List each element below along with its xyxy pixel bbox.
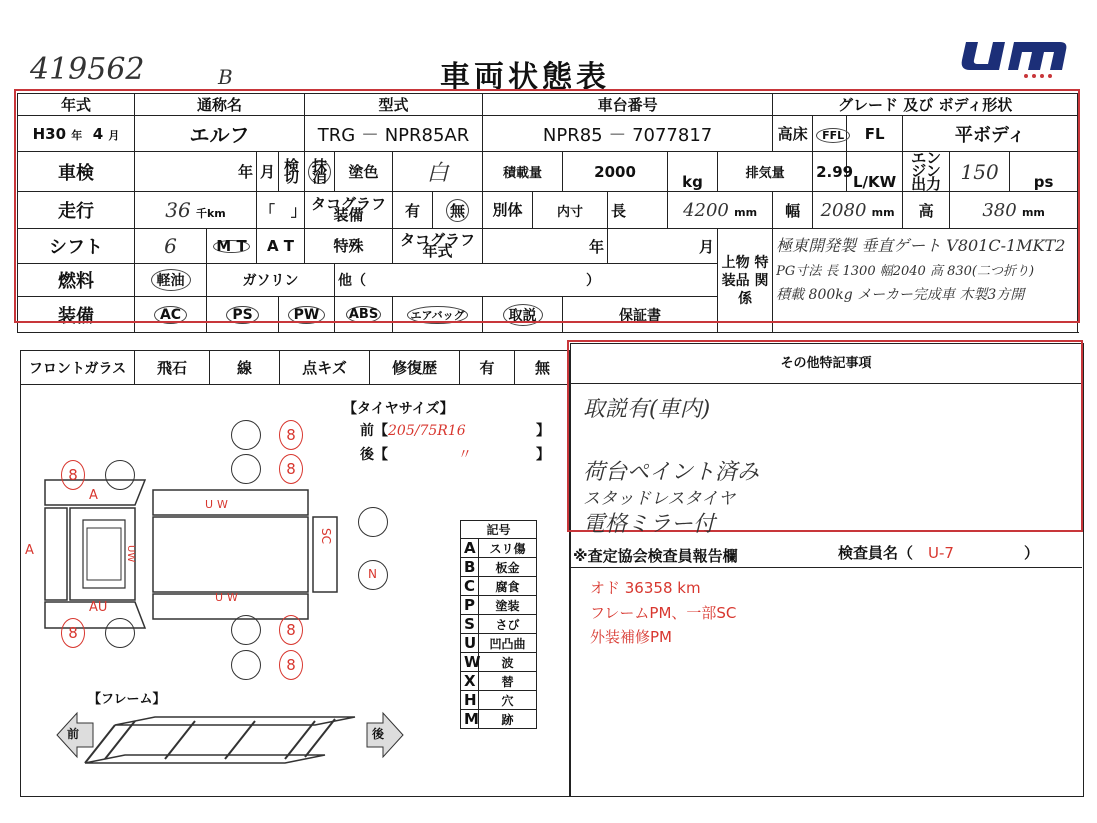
taka-label: 高 xyxy=(903,192,950,229)
shaken-month: 月 xyxy=(257,152,279,192)
nenryo-gasoline: ガソリン xyxy=(207,264,335,297)
legend-code: M xyxy=(461,710,479,729)
note-line-1: 取説有(車内) xyxy=(583,397,711,422)
inspector-title: ※査定協会検査員報告欄 xyxy=(573,547,738,565)
shift-value: 6 xyxy=(135,229,207,264)
info-redbox xyxy=(14,89,1080,323)
sekisai-label: 積載量 xyxy=(483,152,563,192)
tacho-nen: 年 xyxy=(483,229,608,264)
mark-uw-cab-center: UW xyxy=(125,545,136,563)
tire-title: 【タイヤサイズ】 xyxy=(343,401,454,417)
soubi-hoshousho: 保証書 xyxy=(563,297,718,333)
inspector-line-2: フレームPM、一部SC xyxy=(590,604,737,622)
handwritten-mark: B xyxy=(218,65,233,89)
legend-code: W xyxy=(461,653,479,672)
col-grade: グレード 及び ボディ形状 xyxy=(773,94,1078,116)
nenryo-hoka: 他（ ） xyxy=(335,264,718,297)
legend-title: 記号 xyxy=(461,521,537,539)
shufukureki-nashi: 無 xyxy=(515,351,571,385)
haikiryo-unit: L/KW xyxy=(847,152,903,192)
naga-value: 4200 mm xyxy=(668,192,773,229)
legend-desc: 替 xyxy=(479,672,537,691)
legend-code: A xyxy=(461,539,479,558)
legend-desc: 穴 xyxy=(479,691,537,710)
tire-grade-3: 8 xyxy=(61,460,85,490)
mark-a-cab-top: A xyxy=(89,488,98,503)
shaken-year: 年 xyxy=(135,152,257,192)
haba-value: 2080 mm xyxy=(813,192,903,229)
tacho-ari: 有 xyxy=(393,192,433,229)
tire-grade-1: 8 xyxy=(279,420,303,450)
shadai-value: NPR85 － 7077817 xyxy=(483,116,773,152)
naisun-label: 内寸 xyxy=(533,192,608,229)
inspector-name: 検査員名（ U-7 ） xyxy=(838,544,1039,562)
ffl-option: FFL xyxy=(813,116,847,152)
col-katashiki: 型式 xyxy=(305,94,483,116)
tire-grade-2: 8 xyxy=(279,454,303,484)
soko-value: 36 千km xyxy=(135,192,257,229)
nenryo-label: 燃料 xyxy=(18,264,135,297)
soubi-ps: PS xyxy=(207,297,279,333)
mark-sc-rear: SC xyxy=(319,528,333,544)
soubi-pw: PW xyxy=(279,297,335,333)
toshoku-value: 白 xyxy=(393,152,483,192)
legend-desc: スリ傷 xyxy=(479,539,537,558)
masshou: 抹消 xyxy=(305,152,335,192)
model-year: H30 年 4 月 xyxy=(18,116,135,152)
notes-title: その他特記事項 xyxy=(780,356,872,371)
soubi-abs: ABS xyxy=(335,297,393,333)
soubi-airbag: エアバッグ xyxy=(393,297,483,333)
jobutsu-line-1: 極東開発製 垂直ゲート V801C-1MKT2 xyxy=(776,236,1066,255)
naga-label: 長 xyxy=(608,192,668,229)
wheel-icon xyxy=(105,460,135,490)
tire-grade-6: 8 xyxy=(279,650,303,680)
soubi-label: 装備 xyxy=(18,297,135,333)
haba-label: 幅 xyxy=(773,192,813,229)
legend-desc: 波 xyxy=(479,653,537,672)
haikiryo-value: 2.99 xyxy=(813,152,847,192)
legend-desc: 塗装 xyxy=(479,596,537,615)
shufukureki-ari: 有 xyxy=(460,351,515,385)
shaken-label: 車検 xyxy=(18,152,135,192)
legend-desc: 腐食 xyxy=(479,577,537,596)
soubi-torisetsu: 取説 xyxy=(483,297,563,333)
tacho-betsutai: 別体 xyxy=(483,192,533,229)
front-glass-tobiishi: 飛石 xyxy=(135,351,210,385)
symbol-legend xyxy=(460,520,537,729)
sekisai-value: 2000 xyxy=(563,152,668,192)
legend-code: P xyxy=(461,596,479,615)
legend-desc: さび xyxy=(479,615,537,634)
legend-code: X xyxy=(461,672,479,691)
jobutsu-line-2: PG寸法 長 1300 幅2040 高 830(二つ折り) xyxy=(776,264,1035,279)
shift-at: A T xyxy=(257,229,305,264)
inspector-divider xyxy=(570,567,1082,568)
front-glass-sen: 線 xyxy=(210,351,280,385)
tacho-nashi: 無 xyxy=(433,192,483,229)
soko-bracket: 「 」 xyxy=(257,192,305,229)
legend-code: C xyxy=(461,577,479,596)
col-nenshiki: 年式 xyxy=(18,94,135,116)
nenryo-keiyu: 軽油 xyxy=(135,264,207,297)
engine-label: エンジン 出力 xyxy=(903,152,950,192)
wheel-icon xyxy=(105,618,135,648)
page-title: 車両状態表 xyxy=(440,60,610,95)
body-shape: 平ボディ xyxy=(903,116,1078,152)
tacho-nenshiki-label: タコグラフ 年式 xyxy=(393,229,483,264)
truck-diagram xyxy=(25,410,405,690)
wheel-icon xyxy=(231,454,261,484)
mark-a-cab-front: A xyxy=(25,543,34,558)
toshoku-label: 塗色 xyxy=(335,152,393,192)
haikiryo-label: 排気量 xyxy=(718,152,813,192)
engine-value: 150 xyxy=(950,152,1010,192)
frame-title: 【フレーム】 xyxy=(88,692,166,707)
tire-rear: 後【 〃 】 xyxy=(360,447,550,463)
shift-label: シフト xyxy=(18,229,135,264)
mark-n-wheel: N xyxy=(368,567,377,581)
fl-option: FL xyxy=(847,116,903,152)
jobutsu-label: 上物 特装品 関係 xyxy=(718,229,773,333)
wheel-icon xyxy=(231,650,261,680)
taka-value: 380 mm xyxy=(950,192,1078,229)
wheel-icon xyxy=(358,507,388,537)
mark-au-cab-bottom: AU xyxy=(89,600,108,615)
wheel-icon xyxy=(231,615,261,645)
shift-tokushu: 特殊 xyxy=(305,229,393,264)
col-tsusho: 通称名 xyxy=(135,94,305,116)
front-glass-label: フロントガラス xyxy=(21,351,135,385)
kengiri: 検切 xyxy=(279,152,305,192)
frame-diagram xyxy=(55,705,405,775)
tacho-tsuki: 月 xyxy=(608,229,718,264)
front-glass-tenkizu: 点キズ xyxy=(280,351,370,385)
mark-uw-bed-top: UW xyxy=(205,498,232,511)
legend-desc: 凹凸曲 xyxy=(479,634,537,653)
engine-unit: ps xyxy=(1010,152,1078,192)
tsusho-value: エルフ xyxy=(135,116,305,152)
tacho-label: タコグラフ 装備 xyxy=(305,192,393,229)
soubi-ac: AC xyxy=(135,297,207,333)
handwritten-id: 419562 xyxy=(30,52,145,87)
shift-mt: M T xyxy=(207,229,257,264)
tire-front: 前【205/75R16 】 xyxy=(360,423,550,439)
frame-front: 前 xyxy=(67,727,80,741)
legend-code: U xyxy=(461,634,479,653)
company-logo xyxy=(960,30,1070,80)
takayuka-label: 高床 xyxy=(773,116,813,152)
legend-code: B xyxy=(461,558,479,577)
front-glass-row xyxy=(20,350,571,385)
legend-desc: 跡 xyxy=(479,710,537,729)
jobutsu-line-3: 積載 800kg メーカー完成車 木製3方開 xyxy=(776,287,1025,303)
tire-grade-5: 8 xyxy=(279,615,303,645)
wheel-icon xyxy=(231,420,261,450)
frame-rear: 後 xyxy=(372,727,385,741)
sekisai-unit: kg xyxy=(668,152,718,192)
tire-grade-4: 8 xyxy=(61,618,85,648)
mark-uw-bed-bottom: UW xyxy=(215,591,242,604)
legend-desc: 板金 xyxy=(479,558,537,577)
legend-code: S xyxy=(461,615,479,634)
inspector-line-1: オド 36358 km xyxy=(590,579,701,597)
note-line-3: スタッドレスタイヤ xyxy=(583,489,736,509)
legend-code: H xyxy=(461,691,479,710)
shufukureki-label: 修復歴 xyxy=(370,351,460,385)
inspector-line-3: 外装補修PM xyxy=(590,628,672,646)
col-shadai: 車台番号 xyxy=(483,94,773,116)
katashiki-value: TRG － NPR85AR xyxy=(305,116,483,152)
note-line-4: 電格ミラー付 xyxy=(583,512,716,537)
note-line-2: 荷台ペイント済み xyxy=(583,460,760,485)
soko-label: 走行 xyxy=(18,192,135,229)
